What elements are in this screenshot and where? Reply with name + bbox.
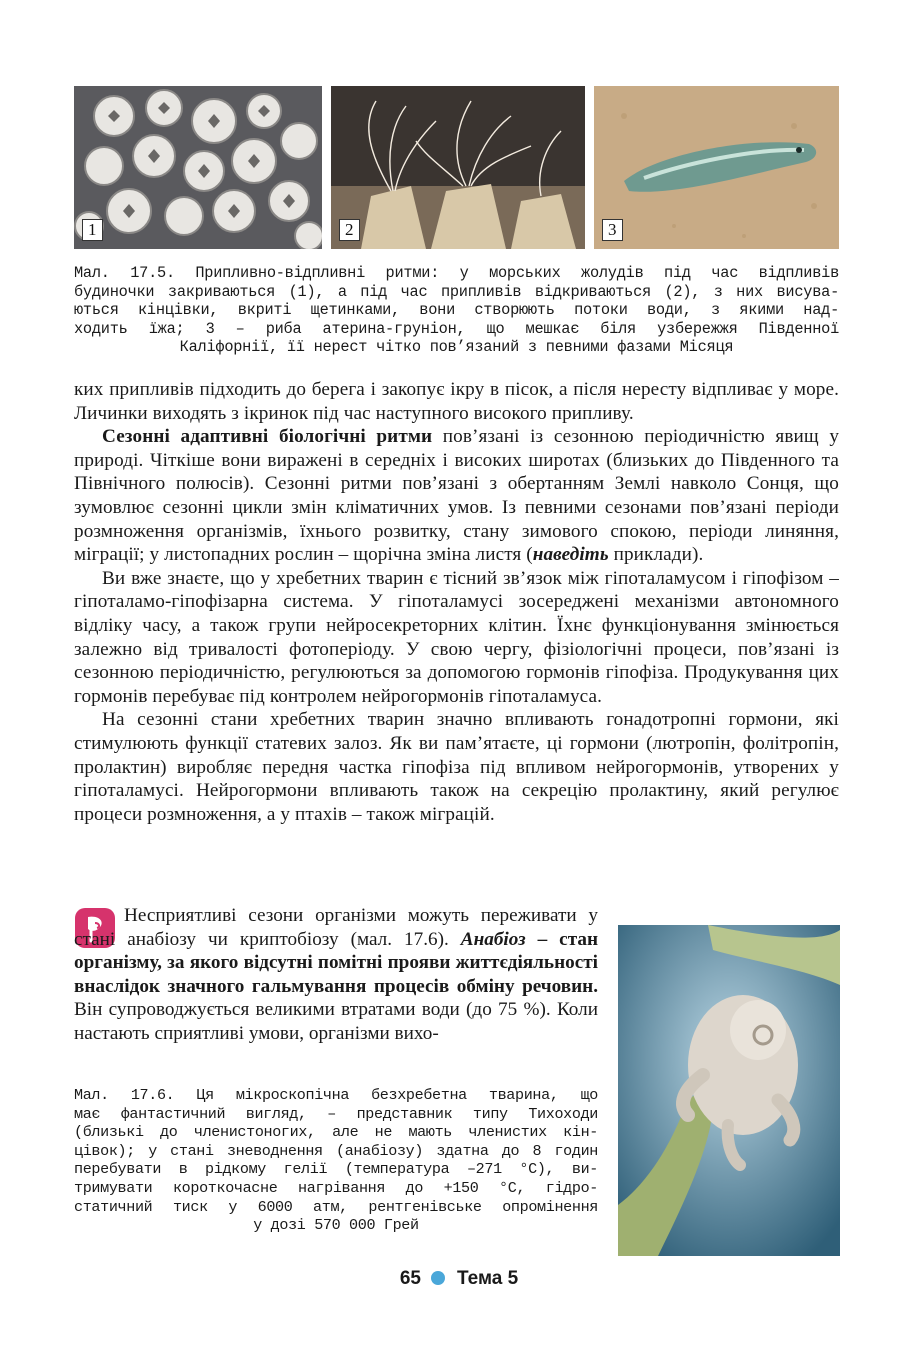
photo-barnacles-feeding — [331, 86, 585, 249]
photo-barnacles-closed — [74, 86, 322, 249]
paragraph-seasonal-rhythms: Сезонні адаптивні біологічні ритми пов’язані із сезонною періодичністю явищ у природі. Чіткіше вони виражені в середніх і високих широтах (близьких до Південного та Північного полюсів). Сезонні ритми пов’язані з обертанням Землі навколо Сонця, що зумовлює сезонні цикли змін кліматичних умов. Із певними сезонами пов’язані періоди розмноження організмів, їхнього розвитку, стану зимового спокою, періоди линяння, міграції; у листопадних рослин – щорічна зміна листя (наведіть приклади). — [74, 426, 840, 566]
term-anabiosis: Анабіоз — [460, 928, 526, 950]
definition-anabiosis: – стан організму, за якого відсутні помітні прояви життєдіяльності внаслідок значного гальмування процесів обміну речовин. — [74, 928, 598, 997]
caption-line: ходить їжа; 3 – риба атерина-груніон, що мешкає біля узбережжя Південної — [74, 319, 839, 338]
topic-label: Тема 5 — [456, 1268, 519, 1289]
figure-17-5-caption — [74, 264, 839, 357]
photo-tardigrade — [618, 925, 840, 1256]
photo-label: 3 — [602, 219, 623, 241]
photo-label: 2 — [339, 219, 360, 241]
paragraph-continuation: ких припливів підходить до берега і закопує ікру в пісок, а після нересту відпливає у море. Личинки виходять з ікринок під час наступного високого припливу. — [74, 379, 839, 424]
photo-grunion-fish — [594, 86, 839, 249]
paragraph-hypothalamus: Ви вже знаєте, що у хребетних тварин є тісний зв’язок між гіпоталамусом і гіпофізом – гіпоталамо-гіпофізарна система. У гіпоталамусі зосереджені механізми автономного відліку часу, а також групи нейросекреторних клітин. Їхнє функціонування змінюється залежно від тривалості фотоперіоду. У свою чергу, фізіологічні процеси, пов’язані із сезонною періодичністю, регулюються за допомогою гормонів гіпофіза. Продукування цих гормонів перебуває під контролем нейрогормонів гіпоталамуса. — [74, 567, 839, 707]
bullet-dot-icon — [431, 1271, 445, 1285]
paragraph-gonadotropins: На сезонні стани хребетних тварин значно впливають гонадотропні гормони, які стимулюють функції статевих залоз. Як ви пам’ятаєте, ці гормони (лютропін, фолітропін, пролактин) виробляє передня частка гіпофіза під впливом нейрогормонів, утворених у гіпоталамусі. Нейрогормони впливають також на секрецію пролактину, який регулює процеси розмноження, а у птахів – також міграцій. — [74, 709, 839, 825]
page-number: 65 — [399, 1268, 421, 1289]
page-footer — [0, 1268, 918, 1290]
bold-term: Сезонні адаптивні біологічні ритми — [102, 426, 433, 448]
italic-prompt: наведіть — [532, 544, 609, 566]
anabiosis-paragraph: Несприятливі сезони організми можуть переживати у стані анабіозу чи криптобіозу (мал. 17.6). Анабіоз – стан організму, за якого відсутні помітні прояви життєдіяльності внаслідок значного гальмування процесів обміну речовин. Він супроводжується великими втратами води (до 75 %). Коли настають сприятливі умови, організми вихо- — [74, 905, 598, 1044]
photo-label: 1 — [82, 219, 103, 241]
caption-line: будиночки закриваються (1), а під час припливів відкриваються (2), з них висува- — [74, 282, 839, 301]
caption-line: Каліфорнії, її нерест чітко пов’язаний з певними фазами Місяця — [179, 338, 734, 356]
figure-17-6-caption: Мал. 17.6. Ця мікроскопічна безхребетна тварина, що має фантастичний вигляд, – представник типу Тихоходи (близькі до членистоногих, але не мають членистих кін- цівок); у стані зневоднення (анабіозу) здатна до 8 годин перебувати в рідкому гелії (температура –271 °С), ви- тримувати короткочасне нагрівання до +150 °С, гідро- статичний тиск у 6000 атм, рентгенівське опромінення у дозі 570 000 Грей — [74, 1086, 598, 1235]
main-text — [74, 378, 839, 826]
caption-line: Мал. 17.5. Припливно-відпливні ритми: у морських жолудів під час відпливів — [74, 264, 839, 282]
caption-line: ються кінцівки, вкриті щетинками, вони створюють потоки води, з якими над- — [74, 301, 839, 319]
